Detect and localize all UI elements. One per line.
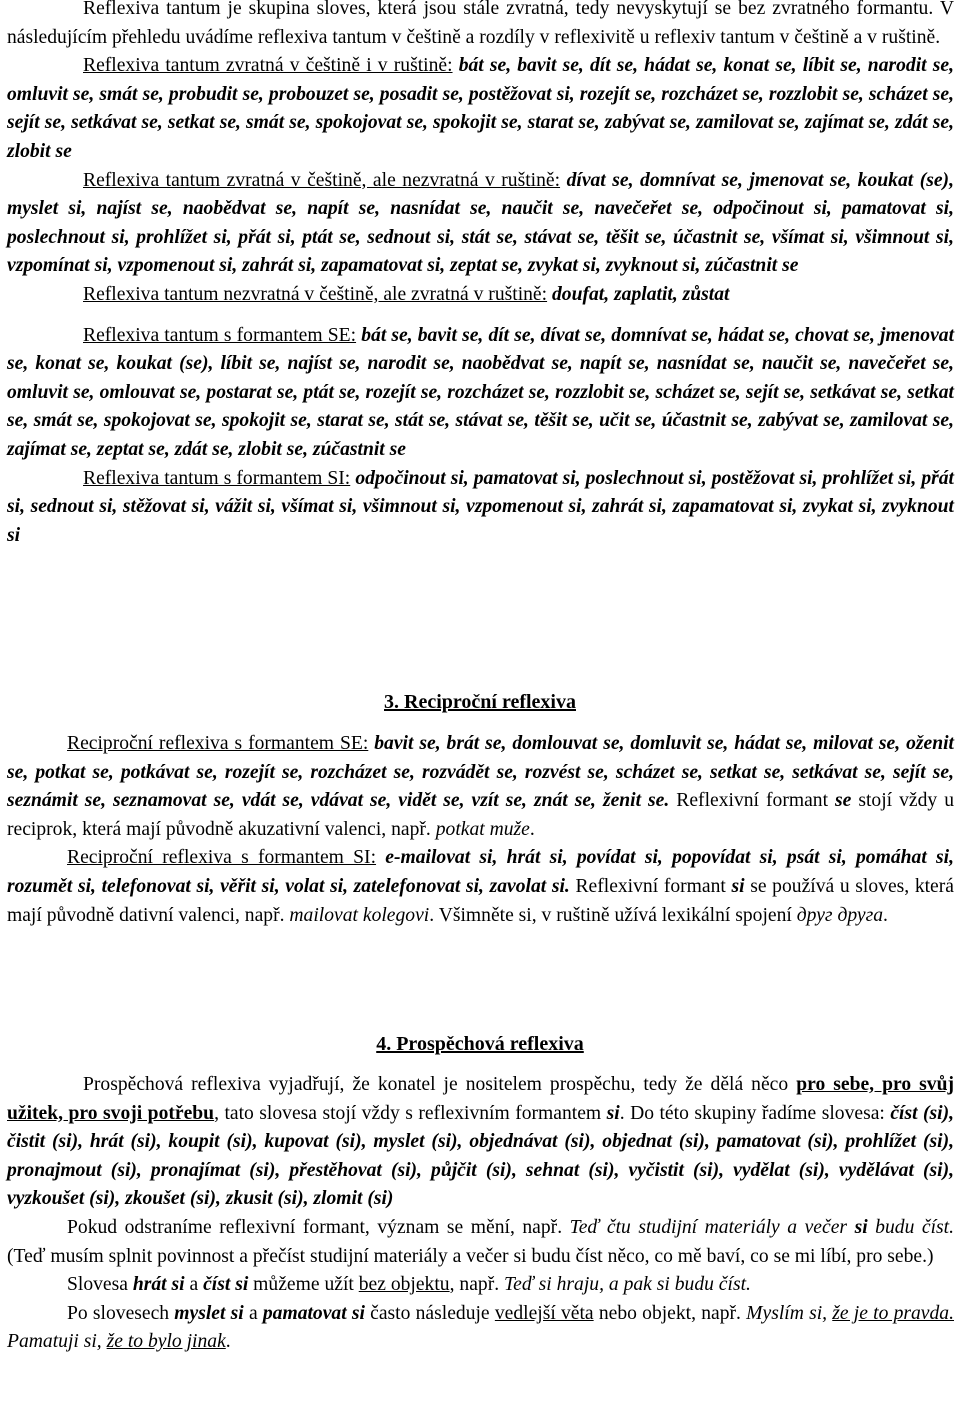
section-3-heading: 3. Reciproční reflexiva — [384, 691, 576, 713]
text-run: Reflexivní formant — [569, 875, 732, 897]
example-text: potkat muže — [435, 818, 530, 840]
verb-text: pamatovat si — [262, 1302, 365, 1324]
underlined-text: vedlejší věta — [494, 1302, 594, 1324]
text-run: Po slovesech — [67, 1302, 175, 1324]
rt-both-paragraph — [7, 52, 954, 166]
example-text: Teď čtu studijní materiály a večer — [569, 1216, 855, 1238]
benefactive-paragraph-4 — [7, 1300, 954, 1357]
text-run: často následuje — [364, 1302, 495, 1324]
underlined-text: bez objektu — [358, 1274, 450, 1296]
example-text: mailovat kolegovi — [289, 904, 430, 926]
formant-si: si — [854, 1216, 868, 1238]
text-run: , např. — [449, 1274, 505, 1296]
text-run: se používá u sloves, která mají původně dativní valenci, např. — [7, 875, 954, 926]
example-text: Myslím si, — [746, 1302, 833, 1324]
text-run: (Teď musím splnit povinnost a přečíst studijní materiály a večer si budu číst něco, co mě baví, co se mi líbí, pro sebe.) — [7, 1245, 934, 1267]
text-run: . Všimněte si, v ruštině užívá lexikální spojení — [429, 904, 797, 926]
text-run: Reflexivní formant — [669, 790, 836, 812]
intro-text: Reflexiva tantum je skupina sloves, která jsou stále zvratná, tedy nevyskytují se bez zvratného formantu. V následujícím přehledu uvádíme reflexiva tantum v češtině a rozdíly v reflexivitě u reflexiv tantum v češtině a v ruštině. — [7, 0, 954, 48]
verb-text: hrát si — [132, 1274, 185, 1296]
benefactive-paragraph-1 — [7, 1071, 954, 1214]
reciprocal-section — [7, 730, 954, 930]
benefactive-section — [7, 1071, 954, 1357]
rt-russian-only-label: Reflexiva tantum nezvratná v češtině, ale zvratná v ruštině: — [83, 283, 548, 305]
rt-si-verbs: odpočinout si, pamatovat si, poslechnout si, postěžovat si, prohlížet si, přát si, sednout si, stěžovat si, vážit si, všímat si, všimnout si, vzpomenout si, zahrát si, zapamatovat si, zvykat si, zvyknout si — [7, 467, 954, 546]
russian-phrase: друг друга — [796, 904, 884, 926]
rt-czech-only-paragraph — [7, 167, 954, 281]
reciprocal-se-verbs: bavit se, brát se, domlouvat se, domluvit se, hádat se, milovat se, oženit se, potkat se, potkávat se, rozejít se, rozcházet se, rozvádět se, rozvést se, scházet se, setkat se, setkávat se, sejít se, seznámit se, seznamovat se, vdát se, vdávat se, vidět se, vzít se, znát se, ženit se. — [7, 733, 954, 812]
verb-text: myslet si — [174, 1302, 244, 1324]
rt-czech-only-verbs: dívat se, domnívat se, jmenovat se, koukat (se), myslet si, najíst se, naobědvat se, napít se, nasnídat se, naučit se, navečeřet se, odpočinout si, pamatovat si, poslechnout si, prohlížet si, přát si, ptát se, sednout si, stát se, stávat se, těšit se, účastnit se, všímat si, všimnout si, vzpomínat si, vzpomenout si, zahrát si, zapamatovat si, zeptat se, zvykat si, zvyknout si, zúčastnit se — [7, 169, 954, 277]
benefactive-verbs: číst (si), čistit (si), hrát (si), koupit (si), kupovat (si), myslet (si), objednávat (si), objednat (si), pamatovat (si), prohlížet (si), pronajmout (si), pronajímat (si), přestěhovat (si), půjčit (si), sehnat (si), vyčistit (si), vydělat (si), vydělávat (si), vyzkoušet (si), zkoušet (si), zkusit (si), zlomit (si) — [7, 1102, 955, 1210]
text-run: a — [243, 1302, 263, 1324]
text-run: Slovesa — [67, 1274, 133, 1296]
rt-both-verbs: bát se, bavit se, dít se, hádat se, konat se, líbit se, narodit se, omluvit se, smát se, probudit se, probouzet se, posadit se, postěžovat si, rozejít se, rozcházet se, rozzlobit se, scházet se, sejít se, setkávat se, setkat se, smát se, spokojovat se, spokojit se, starat se, zabývat se, zamilovat se, zajímat se, zdát se, zlobit se — [7, 55, 954, 162]
reciprocal-se-label: Reciproční reflexiva s formantem SE: — [67, 733, 369, 754]
rt-si-label: Reflexiva tantum s formantem SI: — [83, 467, 351, 489]
rt-se-verbs: bát se, bavit se, dít se, dívat se, domnívat se, hádat se, chovat se, jmenovat se, konat se, koukat (se), líbit se, najíst se, narodit se, naobědvat se, napít se, nasnídat se, naučit se, navečeřet se, omluvit se, omlouvat se, postarat se, ptát se, rozejít se, rozcházet se, rozzlobit se, scházet se, sejít se, setkávat se, setkat se, smát se, spokojovat se, spokojit se, starat se, stát se, stávat se, těšit se, učit se, účastnit se, zabývat se, zamilovat se, zajímat se, zeptat se, zdát se, zlobit se, zúčastnit se — [7, 324, 955, 460]
rt-russian-only-paragraph — [7, 281, 954, 310]
example-text: budu číst. — [867, 1216, 954, 1238]
text-run: . — [529, 818, 535, 840]
rt-se-paragraph — [7, 322, 954, 465]
example-text: Pamatuji si, — [7, 1331, 107, 1353]
text-run: nebo objekt, např. — [593, 1302, 747, 1324]
rt-si-paragraph — [7, 465, 954, 551]
text-run: Pokud odstraníme reflexivní formant, význam se mění, např. — [67, 1216, 570, 1238]
rt-both-label: Reflexiva tantum zvratná v češtině i v ruštině: — [83, 55, 453, 77]
text-run: . — [883, 904, 888, 926]
benefactive-paragraph-2 — [7, 1214, 954, 1271]
example-text: že to bylo jinak — [106, 1331, 226, 1353]
rt-russian-only-verbs: doufat, zaplatit, zůstat — [551, 283, 730, 305]
text-run: můžeme užít — [248, 1274, 359, 1296]
benefactive-paragraph-3 — [7, 1271, 954, 1300]
text-run: . — [225, 1331, 231, 1353]
intro-paragraph — [7, 0, 954, 52]
section-4-heading: 4. Prospěchová reflexiva — [376, 1033, 584, 1055]
text-run: . Do této skupiny řadíme slovesa: — [619, 1102, 891, 1124]
reciprocal-si-verbs: e-mailovat si, hrát si, povídat si, popovídat si, psát si, pomáhat si, rozumět si, telefonovat si, věřit si, volat si, zatelefonovat si, zavolat si. — [7, 847, 954, 897]
reciprocal-se-paragraph — [7, 730, 954, 844]
text-run: , tato slovesa stojí vždy s reflexivním formantem — [214, 1102, 607, 1124]
reciprocal-si-label: Reciproční reflexiva s formantem SI: — [67, 847, 377, 869]
rt-se-label: Reflexiva tantum s formantem SE: — [83, 324, 357, 346]
formant-si: si — [606, 1102, 620, 1124]
example-text: že je to pravda. — [832, 1302, 954, 1324]
formant-se: se — [835, 790, 852, 812]
emphasis-text: pro sebe, pro svůj užitek, pro svoji potřebu — [7, 1074, 954, 1124]
formant-si: si — [731, 875, 745, 897]
reflexiva-tantum-section — [7, 0, 954, 550]
reciprocal-si-paragraph — [7, 844, 954, 930]
example-text: Teď si hraju, a pak si budu číst. — [504, 1274, 751, 1296]
text-run: Prospěchová reflexiva vyjadřují, že konatel je nositelem prospěchu, tedy že dělá něco — [83, 1074, 797, 1095]
text-run: stojí vždy u reciprok, která mají původně akuzativní valenci, např. — [7, 790, 954, 840]
verb-text: číst si — [203, 1274, 249, 1296]
rt-czech-only-label: Reflexiva tantum zvratná v češtině, ale nezvratná v ruštině: — [83, 169, 561, 191]
text-run: a — [184, 1274, 204, 1296]
